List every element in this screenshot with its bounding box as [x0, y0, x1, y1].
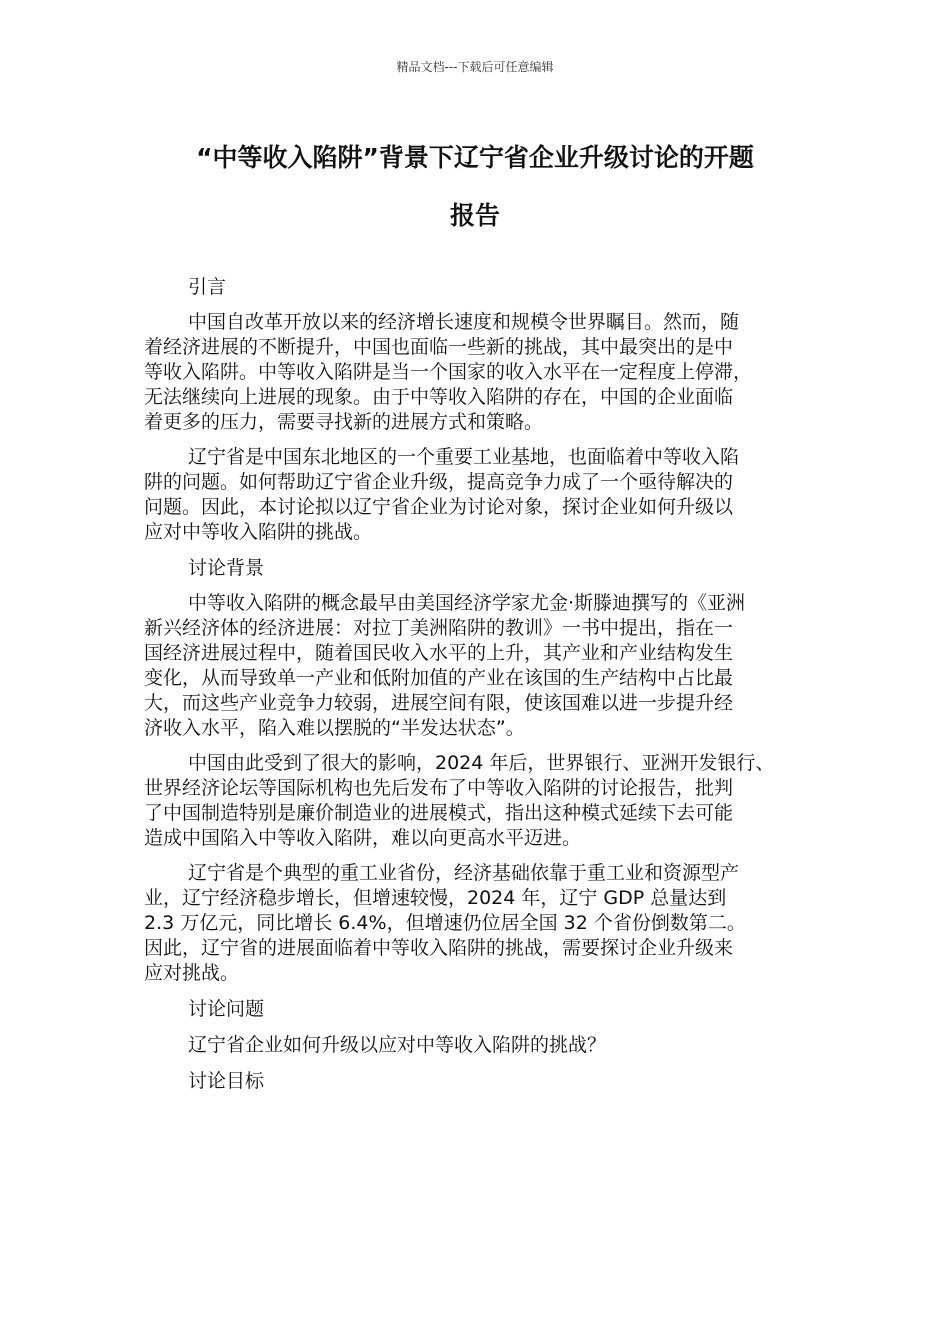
paragraph-line: 国经济进展过程中，随着国民收入水平的上升，其产业和产业结构发生	[144, 642, 734, 664]
paragraph-line: 了中国制造特别是廉价制造业的进展模式，指出这种模式延续下去可能	[144, 802, 734, 824]
paragraph-line: 造成中国陷入中等收入陷阱，难以向更高水平迈进。	[144, 827, 582, 849]
paragraph-line: 着更多的压力，需要寻找新的进展方式和策略。	[144, 411, 544, 433]
header-note: 精品文档---下载后可任意编辑	[396, 60, 554, 74]
paragraph-line: 等收入陷阱。中等收入陷阱是当一个国家的收入水平在一定程度上停滞，	[144, 361, 753, 383]
paragraph-line: 应对挑战。	[144, 962, 240, 984]
paragraph-line: 因此，辽宁省的进展面临着中等收入陷阱的挑战，需要探讨企业升级来	[144, 937, 734, 959]
paragraph-line: 辽宁省是中国东北地区的一个重要工业基地，也面临着中等收入陷	[188, 446, 740, 468]
paragraph-line: 阱的问题。如何帮助辽宁省企业升级，提高竞争力成了一个亟待解决的	[144, 471, 734, 493]
section-heading-intro: 引言	[188, 276, 227, 298]
document-title-line-1: “中等收入陷阱”背景下辽宁省企业升级讨论的开题	[196, 143, 754, 172]
paragraph-background-1	[144, 591, 814, 741]
section-heading-objective: 讨论目标	[188, 1070, 265, 1092]
paragraph-line: 济收入水平，陷入难以摆脱的“半发达状态”。	[144, 717, 525, 739]
document-title-line-2: 报告	[449, 201, 500, 230]
paragraph-line: 2.3 万亿元，同比增长 6.4%，但增速仍位居全国 32 个省份倒数第二。	[144, 912, 746, 934]
paragraph-line: 应对中等收入陷阱的挑战。	[144, 521, 373, 543]
research-question-text: 辽宁省企业如何升级以应对中等收入陷阱的挑战？	[188, 1034, 607, 1056]
paragraph-line: 无法继续向上进展的现象。由于中等收入陷阱的存在，中国的企业面临	[144, 386, 734, 408]
paragraph-background-2	[144, 751, 814, 851]
paragraph-line: 问题。因此，本讨论拟以辽宁省企业为讨论对象，探讨企业如何升级以	[144, 496, 734, 518]
paragraph-line: 新兴经济体的经济进展：对拉丁美洲陷阱的教训》一书中提出，指在一	[144, 617, 734, 639]
paragraph-line: 变化，从而导致单一产业和低附加值的产业在该国的生产结构中占比最	[144, 667, 734, 689]
paragraph-intro-1	[144, 310, 814, 435]
paragraph-line: 大，而这些产业竞争力较弱，进展空间有限，使该国难以进一步提升经	[144, 692, 734, 714]
section-heading-question: 讨论问题	[188, 998, 265, 1020]
paragraph-intro-2	[144, 445, 814, 545]
document-body	[144, 274, 814, 1104]
paragraph-background-3	[144, 861, 814, 986]
section-heading-background: 讨论背景	[188, 557, 265, 579]
paragraph-line: 中等收入陷阱的概念最早由美国经济学家尤金·斯滕迪撰写的《亚洲	[188, 592, 746, 614]
paragraph-line: 中国自改革开放以来的经济增长速度和规模令世界瞩目。然而，随	[188, 311, 740, 333]
paragraph-line: 着经济进展的不断提升，中国也面临一些新的挑战，其中最突出的是中	[144, 336, 734, 358]
paragraph-line: 辽宁省是个典型的重工业省份，经济基础依靠于重工业和资源型产	[188, 862, 740, 884]
paragraph-line: 世界经济论坛等国际机构也先后发布了中等收入陷阱的讨论报告，批判	[144, 777, 734, 799]
paragraph-line: 业，辽宁经济稳步增长，但增速较慢，2024 年，辽宁 GDP 总量达到	[144, 887, 727, 909]
paragraph-line: 中国由此受到了很大的影响，2024 年后，世界银行、亚洲开发银行、	[188, 752, 775, 774]
